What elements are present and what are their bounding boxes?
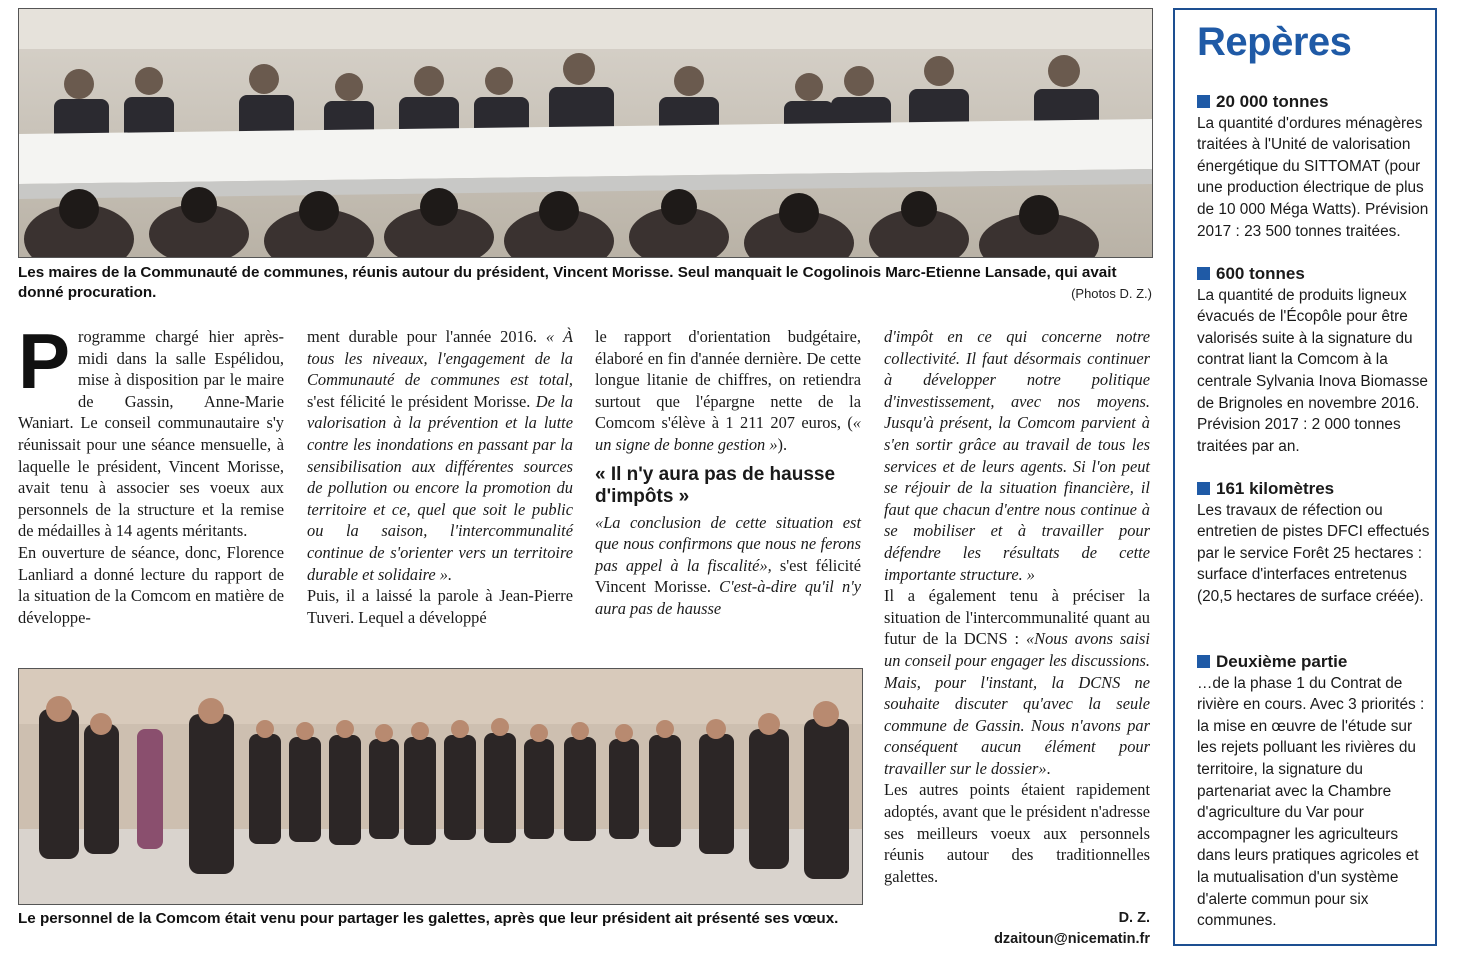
col3-quote-2: «La conclusion de cette situation est que nous confirmons que nous ne ferons pas appel à la fiscalité», — [595, 512, 861, 575]
council-meeting-photo — [18, 8, 1153, 258]
reperes-item — [1197, 91, 1433, 242]
col2-quote-2: De la valorisation à la prévention et la lutte contre les inondations en passant par la sensibilisation aux différentes sources de pollution ou encore la promotion du territoire et ce, quel que soit le public ou la saison, l'intercommunalité continue de s'orienter vers un territoire durable et solidaire ». — [307, 391, 573, 584]
square-bullet-icon — [1197, 482, 1210, 495]
col4-paragraph-3: Les autres points étaient rapidement adoptés, avant que le président n'adresse ses meilleurs voeux aux personnels réunis autour des traditionnelles galettes. — [884, 780, 1150, 886]
author-signature: D. Z. — [1118, 910, 1150, 926]
col1-paragraph: rogramme chargé hier après-midi dans la salle Espélidou, mise à disposition par le maire de Gassin, Anne-Marie Waniart. Le conseil communautaire s'y réunissait pour une séance mensuelle, à laquelle le président, Vincent Morisse, avait tenu à associer ses voeux aux personnels de la structure et la remise de médailles à 14 agents méritants. — [18, 327, 284, 541]
reperes-item-heading: 600 tonnes — [1216, 264, 1305, 283]
reperes-item-heading: 20 000 tonnes — [1216, 92, 1329, 111]
square-bullet-icon — [1197, 655, 1210, 668]
col3-quote-3: C'est-à-dire qu'il n'y aura pas de hausse — [595, 577, 861, 618]
col2-text: ment durable pour l'année 2016. — [307, 327, 538, 346]
reperes-item-text: …de la phase 1 du Contrat de rivière en cours. Avec 3 priorités : la mise en œuvre de l'étude sur les rejets polluant les rivières du territoire, la signature du partenariat avec la Chambre d'agriculture du Var pour accompagner les agriculteurs dans leurs pratiques agricoles et la mutualisation d'un système d'alerte commun pour six communes. — [1197, 674, 1425, 930]
col4-quote-2: «Nous avons saisi un conseil pour engager les discussions. Mais, pour l'instant, la DCNS ne souhaite discuter qu'avec la seule commune de Gassin. Nous n'avons par conséquent aucun élément pour travailler sur le dossier» — [884, 629, 1150, 778]
staff-gathering-photo — [18, 668, 863, 905]
col2-quote-1: « À tous les niveaux, l'engagement de la Communauté de communes est total, — [307, 327, 573, 390]
square-bullet-icon — [1197, 267, 1210, 280]
reperes-item-text: La quantité de produits ligneux évacués de l'Écopôle pour être valorisés suite à la signature du contrat liant la Comcom à la centrale Sylvania Inova Biomasse de Brignoles en novembre 2016. Prévision 2017 : 2 000 tonnes traitées par an. — [1197, 286, 1428, 455]
drop-cap: P — [18, 317, 71, 405]
article-column-2 — [307, 326, 573, 628]
reperes-item — [1197, 263, 1433, 457]
col2-paragraph-2: Puis, il a laissé la parole à Jean-Pierre Tuveri. Lequel a développé — [307, 586, 573, 627]
photo2-caption: Le personnel de la Comcom était venu pour partager les galettes, après que leur président ait présenté ses vœux. — [18, 910, 839, 927]
article-column-3 — [595, 326, 861, 620]
reperes-item-heading: 161 kilomètres — [1216, 479, 1335, 498]
reperes-title: Repères — [1197, 20, 1352, 64]
col3-text-end: ). — [777, 434, 788, 454]
photo-credit: (Photos D. Z.) — [1071, 286, 1152, 301]
reperes-item — [1197, 651, 1433, 932]
col3-text-2: s'est félicité Vincent Morisse. — [595, 555, 861, 597]
reperes-item-heading: Deuxième partie — [1216, 652, 1348, 671]
col4-text-end: . — [1046, 758, 1051, 778]
reperes-item-text: La quantité d'ordures ménagères traitées à l'Unité de valorisation énergétique du SITTOMAT (pour une production électrique de plus de 10 000 Méga Watts). Prévision 2017 : 23 500 tonnes traitées. — [1197, 114, 1429, 240]
reperes-item — [1197, 478, 1433, 608]
col1-paragraph-2: En ouverture de séance, donc, Florence Lanliard a donné lecture du rapport de la situation de la Comcom en matière de développe- — [18, 542, 284, 627]
col4-text: Il a également tenu à préciser la situation de l'intercommunalité quant au futur de la DCNS : — [884, 586, 1150, 649]
subheading: « Il n'y aura pas de hausse d'impôts » — [595, 463, 836, 507]
col3-text: le rapport d'orientation budgétaire, élaboré en fin d'année dernière. De cette longue litanie de chiffres, on retiendra surtout que l'épargne nette de la Comcom s'élève à 1 211 207 euros, ( — [595, 327, 861, 433]
photo1-caption: Les maires de la Communauté de communes, réunis autour du président, Vincent Morisse. Seul manquait le Cogolinois Marc-Etienne Lansade, qui avait donné procuration. — [18, 264, 1117, 301]
article-column-1 — [18, 317, 284, 628]
reperes-sidebar — [1173, 8, 1437, 946]
article-column-4 — [884, 326, 1150, 887]
reperes-item-text: Les travaux de réfection ou entretien de pistes DFCI effectués par le service Forêt 25 hectares : surface d'interfaces entretenus (20,5 hectares de surface créée). — [1197, 501, 1430, 605]
author-email[interactable]: dzaitoun@nicematin.fr — [994, 931, 1150, 947]
col4-quote-1: d'impôt en ce qui concerne notre collectivité. Il faut désormais continuer à développer notre politique d'investissement, avec nos moyens. Jusqu'à présent, la Comcom parvient à s'en sortir grâce au travail de tous les services et de leurs agents. Si l'on peut se réjouir de la situation financière, il faut que chacun d'entre nous continue à se mobiliser et à travailler pour défendre les résultats de cette importante structure. » — [884, 327, 1150, 584]
col3-quote-1: « un signe de bonne gestion » — [595, 413, 861, 454]
square-bullet-icon — [1197, 95, 1210, 108]
col2-text-2: s'est félicité le président Morisse. — [307, 391, 536, 411]
